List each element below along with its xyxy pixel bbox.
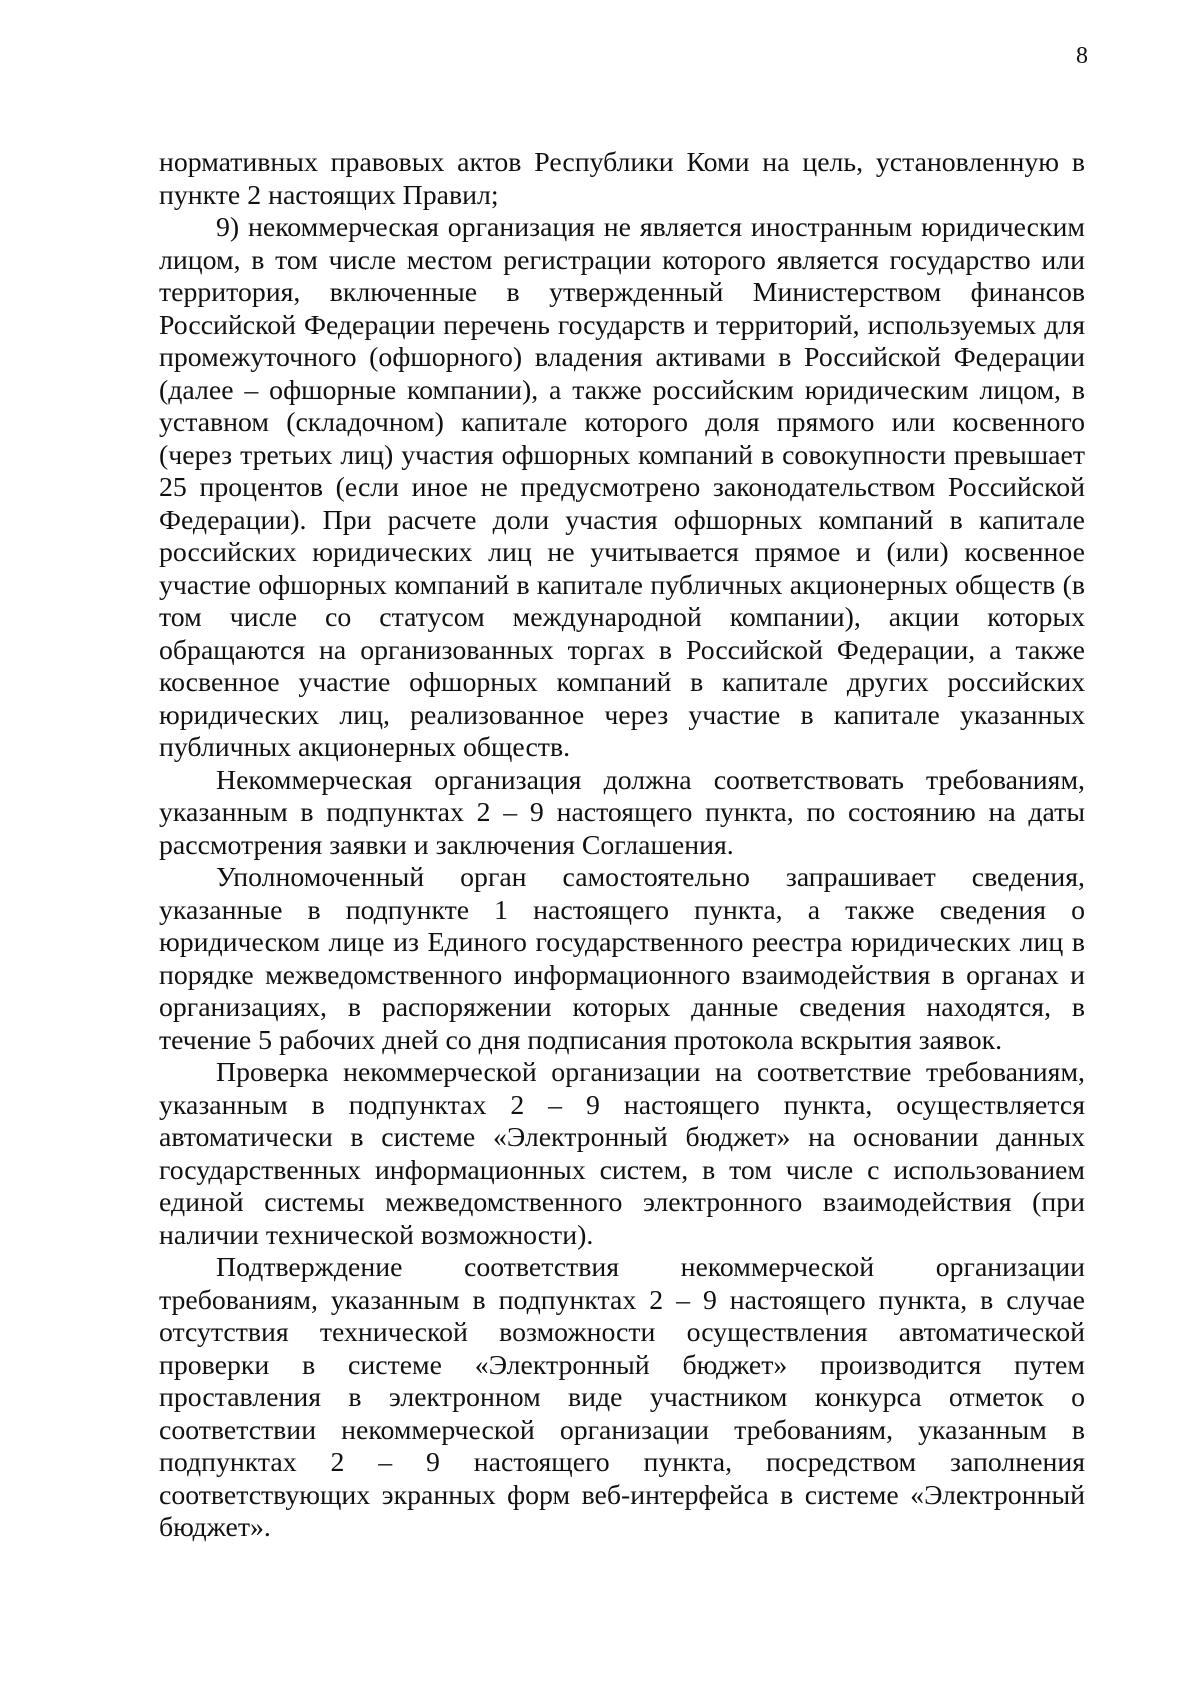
paragraph-item-9: 9) некоммерческая организация не является иностранным юридическим лицом, в том числе местом регистрации которого является государство или территория, включенные в утвержденный Министерством финансов Российской Федерации перечень государств и территорий, используемых для промежуточного (офшорного) владения активами в Российской Федерации (далее – офшорные компании), а также российским юридическим лицом, в уставном (складочном) капитале которого доля прямого или косвенного (через третьих лиц) участия офшорных компаний в совокупности превышает 25 процентов (если иное не предусмотрено законодательством Российской Федерации). При расчете доли участия офшорных компаний в капитале российских юридических лиц не учитывается прямое и (или) косвенное участие офшорных компаний в капитале публичных акционерных обществ (в том числе со статусом международной компании), акции которых обращаются на организованных торгах в Российской Федерации, а также косвенное участие офшорных компаний в капитале других российских юридических лиц, реализованное через участие в капитале указанных публичных акционерных обществ. [159,212,1085,763]
paragraph-automatic-check: Проверка некоммерческой организации на соответствие требованиям, указанным в подпунктах 2 – 9 настоящего пункта, осуществляется автоматически в системе «Электронный бюджет» на основании данных государственных информационных систем, в том числе с использованием единой системы межведомственного электронного взаимодействия (при наличии технической возможности). [159,1057,1085,1251]
paragraph-manual-confirmation: Подтверждение соответствия некоммерческой организации требованиям, указанным в подпунктах 2 – 9 настоящего пункта, в случае отсутствия технической возможности осуществления автоматической проверки в системе «Электронный бюджет» производится путем проставления в электронном виде участником конкурса отметок о соответствии некоммерческой организации требованиям, указанным в подпунктах 2 – 9 настоящего пункта, посредством заполнения соответствующих экранных форм веб-интерфейса в системе «Электронный бюджет». [159,1252,1085,1543]
paragraph-continuation: нормативных правовых актов Республики Коми на цель, установленную в пункте 2 настоящих Правил; [159,147,1085,211]
document-body [159,147,1085,1545]
page-number: 8 [1076,43,1088,69]
paragraph-authority-request: Уполномоченный орган самостоятельно запрашивает сведения, указанные в подпункте 1 настоящего пункта, а также сведения о юридическом лице из Единого государственного реестра юридических лиц в порядке межведомственного информационного взаимодействия в органах и организациях, в распоряжении которых данные сведения находятся, в течение 5 рабочих дней со дня подписания протокола вскрытия заявок. [159,862,1085,1056]
paragraph-requirements-compliance: Некоммерческая организация должна соответствовать требованиям, указанным в подпунктах 2 – 9 настоящего пункта, по состоянию на даты рассмотрения заявки и заключения Соглашения. [159,764,1085,861]
